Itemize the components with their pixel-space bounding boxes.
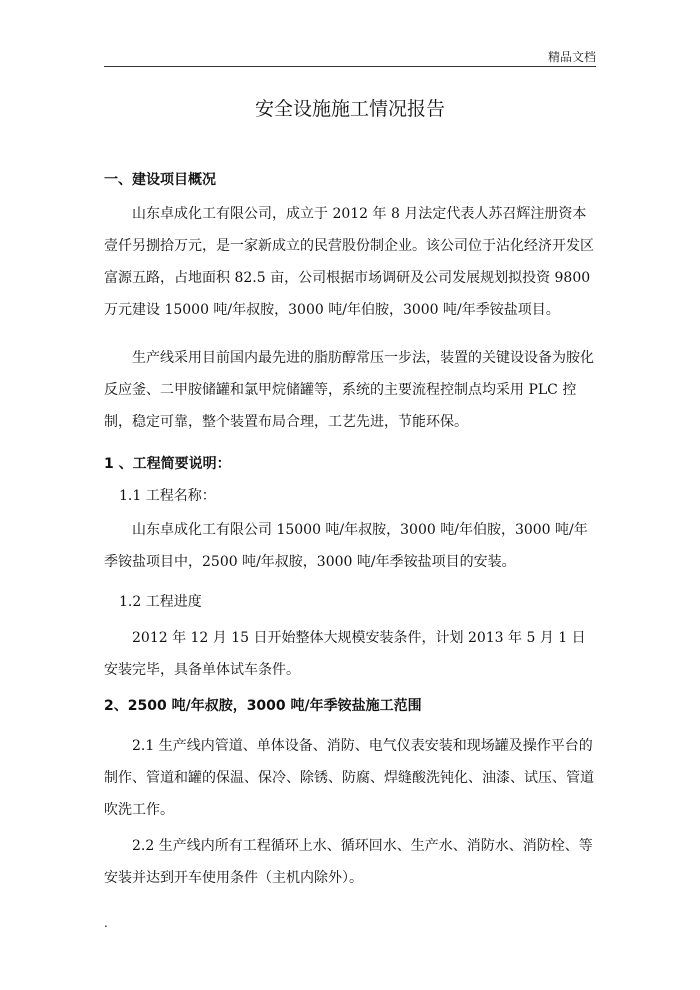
subheading-project-progress: 1.2 工程进度 <box>119 594 202 610</box>
paragraph-project-progress: 2012 年 12 月 15 日开始整体大规模安装条件，计划 2013 年 5 月 1 日安装完毕，具备单体试车条件。 <box>104 630 586 678</box>
footer-mark: . <box>104 916 108 930</box>
subheading-project-name: 1.1 工程名称： <box>119 488 216 504</box>
header-divider <box>104 66 596 67</box>
section-heading-overview: 一、建设项目概况 <box>104 172 216 188</box>
paragraph-company-overview: 山东卓成化工有限公司，成立于 2012 年 8 月法定代表人苏召辉注册资本壹仟另捌拾万元，是一家新成立的民营股份制企业。该公司位于沾化经济开发区富源五路，占地面积 82.5 亩，公司根据市场调研及公司发展规划拟投资 9800 万元建设 15000 吨/年叔胺，3000 吨/年伯胺，3000 吨/年季铵盐项目。 <box>104 206 594 318</box>
paragraph-scope-2-1: 2.1 生产线内管道、单体设备、消防、电气仪表安装和现场罐及操作平台的制作、管道和罐的保温、保冷、除锈、防腐、焊缝酸洗钝化、油漆、试压、管道吹洗工作。 <box>104 738 594 818</box>
paragraph-production-line: 生产线采用目前国内最先进的脂肪醇常压一步法，装置的关键设设备为胺化反应釜、二甲胺储罐和氯甲烷储罐等，系统的主要流程控制点均采用 PLC 控制，稳定可靠，整个装置布局合理，工艺先进，节能环保。 <box>104 350 594 430</box>
header-label: 精品文档 <box>547 50 596 64</box>
paragraph-scope-2-2: 2.2 生产线内所有工程循环上水、循环回水、生产水、消防水、消防栓、等安装并达到开车使用条件（主机内除外）。 <box>104 838 593 886</box>
document-title: 安全设施施工情况报告 <box>254 98 445 120</box>
section-heading-project-brief: 1 、工程简要说明： <box>104 456 231 472</box>
paragraph-project-name: 山东卓成化工有限公司 15000 吨/年叔胺，3000 吨/年伯胺，3000 吨/年季铵盐项目中，2500 吨/年叔胺，3000 吨/年季铵盐项目的安装。 <box>104 522 588 570</box>
section-heading-scope: 2、2500 吨/年叔胺，3000 吨/年季铵盐施工范围 <box>104 698 422 714</box>
